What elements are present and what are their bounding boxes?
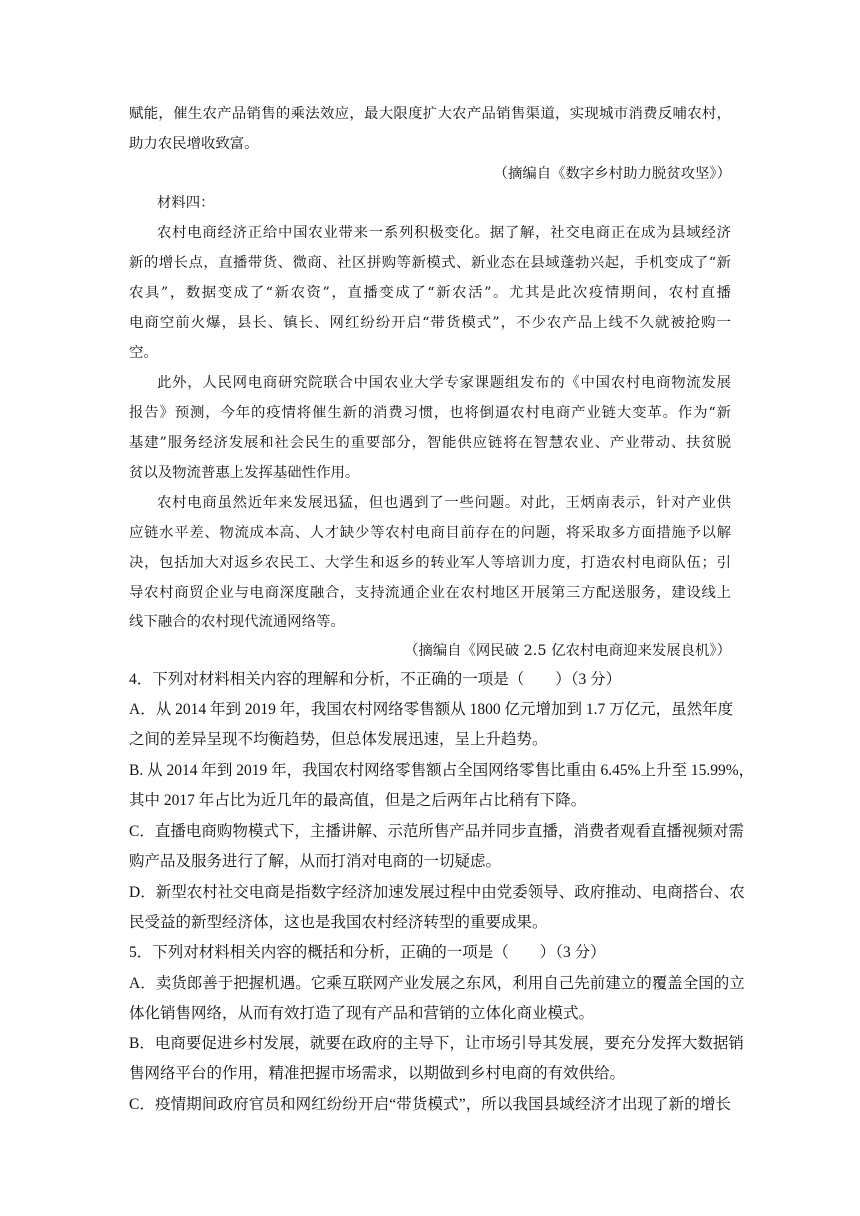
passage-line: 决，包括加大对返乡农民工、大学生和返乡的转业军人等培训力度，打造农村电商队伍；引 — [129, 555, 731, 571]
passage-line: 空。 — [129, 345, 158, 361]
passage-line: 新的增长点，直播带货、微商、社区拼购等新模式、新业态在县域蓬勃兴起，手机变成了“新 — [129, 255, 731, 271]
question-5-option-c: C．疫情期间政府官员和网红纷纷开启“带货模式”，所以我国县域经济才出现了新的增长 — [129, 1096, 731, 1113]
passage-line: 农具”，数据变成了“新农资”，直播变成了“新农活”。尤其是此次疫情期间，农村直播 — [129, 285, 731, 301]
question-4-option-a-cont: 之间的差异呈现不均衡趋势，但总体发展迅速，呈上升趋势。 — [129, 731, 548, 748]
passage-line: 基建”服务经济发展和社会民生的重要部分，智能供应链将在智慧农业、产业带动、扶贫脱 — [129, 435, 731, 451]
passage-line: 电商空前火爆，县长、镇长、网红纷纷开启“带货模式”，不少农产品上线不久就被抢购一 — [129, 315, 731, 331]
question-5-option-b: B．电商要促进乡村发展，就要在政府的主导下，让市场引导其发展，要充分发挥大数据销 — [129, 1035, 744, 1052]
passage-line: 赋能，催生农产品销售的乘法效应，最大限度扩大农产品销售渠道，实现城市消费反哺农村， — [129, 106, 731, 122]
question-4-option-c: C．直播电商购物模式下，主播讲解、示范所售产品并同步直播，消费者观看直播视频对需 — [129, 823, 744, 840]
passage-line: 助力农民增收致富。 — [129, 136, 259, 152]
material-heading: 材料四： — [157, 195, 215, 211]
passage-line: 农村电商经济正给中国农业带来一系列积极变化。据了解，社交电商正在成为县域经济 — [157, 225, 731, 241]
question-4-option-d-cont: 民受益的新型经济体，这也是我国农村经济转型的重要成果。 — [129, 914, 548, 931]
question-4-option-b: B. 从 2014 年到 2019 年，我国农村网络零售额占全国网络零售比重由 6.45%上升至 15.99%， — [129, 762, 755, 779]
passage-line: 贫以及物流普惠上发挥基础性作用。 — [129, 465, 360, 481]
passage-line: 线下融合的农村现代流通网络等。 — [129, 614, 345, 630]
question-4-option-a: A．从 2014 年到 2019 年，我国农村网络零售额从 1800 亿元增加到 1.7 万亿元，虽然年度 — [129, 701, 734, 718]
passage-line: 应链水平差、物流成本高、人才缺少等农村电商目前存在的问题，将采取多方面措施予以解 — [129, 525, 731, 541]
passage-line: 报告》预测，今年的疫情将催生新的消费习惯，也将倒逼农村电商产业链大变革。作为“新 — [129, 405, 731, 421]
passage-line: 此外，人民网电商研究院联合中国农业大学专家课题组发布的《中国农村电商物流发展 — [157, 375, 731, 391]
source-citation: （摘编自《网民破 2.5 亿农村电商迎来发展良机》） — [403, 643, 731, 659]
source-citation: （摘编自《数字乡村助力脱贫攻坚》） — [493, 166, 731, 182]
passage-line: 导农村商贸企业与电商深度融合，支持流通企业在农村地区开展第三方配送服务，建设线上 — [129, 585, 731, 601]
question-4-option-c-cont: 购产品及服务进行了解，从而打消对电商的一切疑虑。 — [129, 853, 502, 870]
passage-line: 农村电商虽然近年来发展迅猛，但也遇到了一些问题。对此，王炳南表示，针对产业供 — [157, 495, 731, 511]
question-4-option-d: D．新型农村社交电商是指数字经济加速发展过程中由党委领导、政府推动、电商搭台、农 — [129, 884, 745, 901]
question-5-option-a: A．卖货郎善于把握机遇。它乘互联网产业发展之东风，利用自己先前建立的覆盖全国的立 — [129, 975, 745, 992]
question-4-stem: 4．下列对材料相关内容的理解和分析，不正确的一项是（ ）（3 分） — [129, 671, 622, 688]
question-4-option-b-cont: 其中 2017 年占比为近几年的最高值，但是之后两年占比稍有下降。 — [129, 792, 587, 809]
question-5-option-a-cont: 体化销售网络，从而有效打造了现有产品和营销的立体化商业模式。 — [129, 1005, 595, 1022]
question-5-option-b-cont: 售网络平台的作用，精准把握市场需求，以期做到乡村电商的有效供给。 — [129, 1065, 626, 1082]
question-5-stem: 5．下列对材料相关内容的概括和分析，正确的一项是（ ）（3 分） — [129, 944, 606, 961]
